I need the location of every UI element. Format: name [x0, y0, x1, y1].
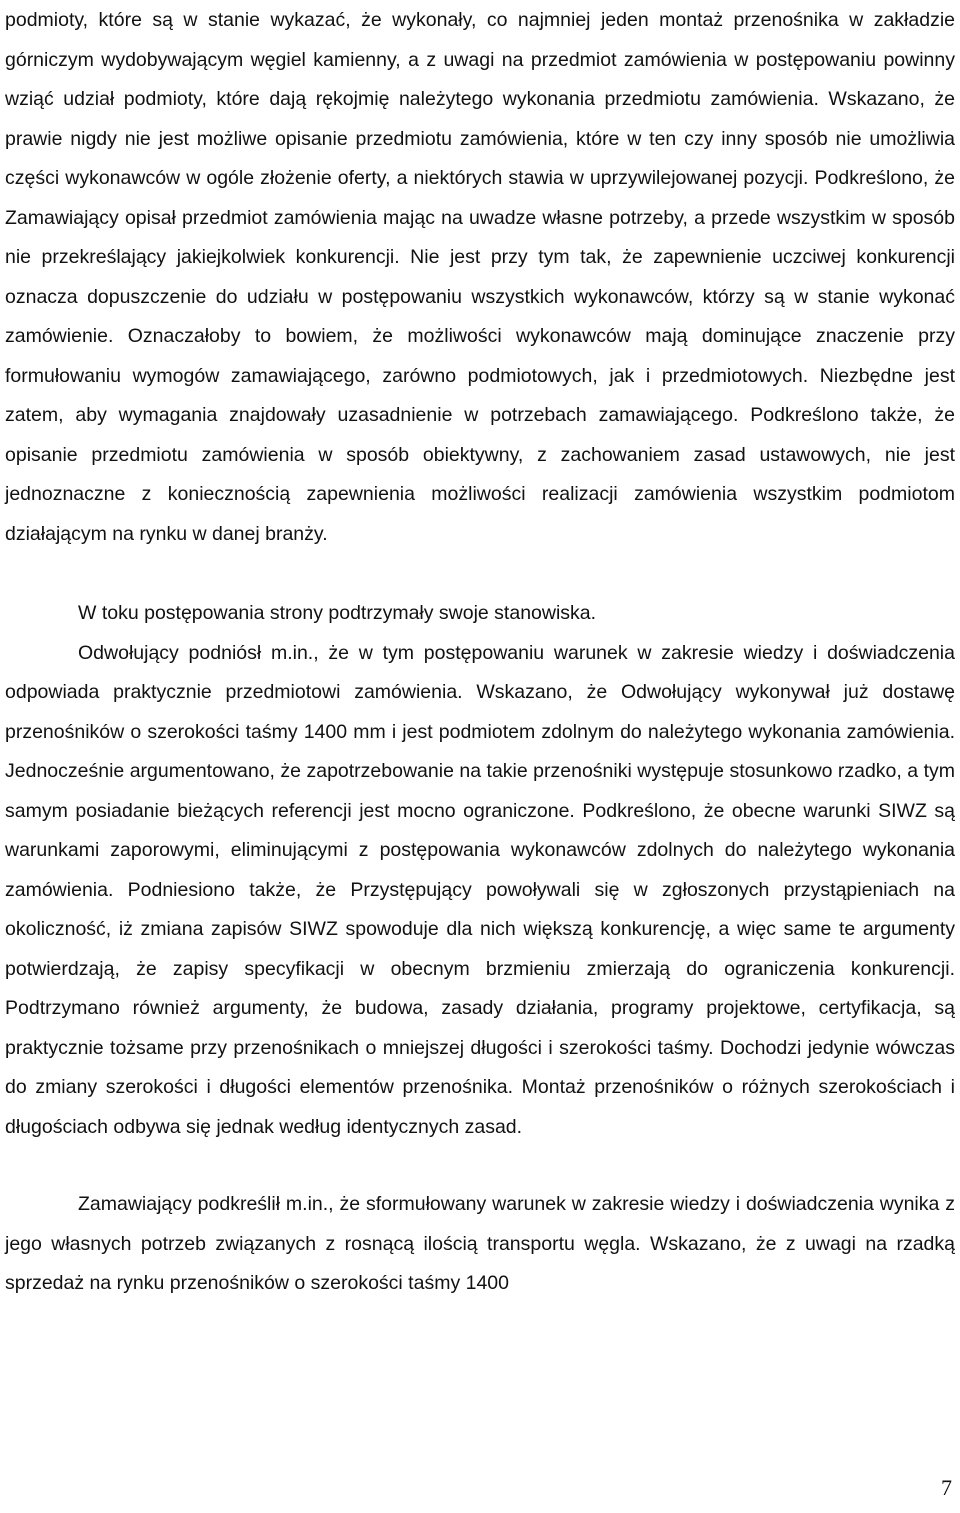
document-body	[5, 1, 955, 1304]
paragraph-contracting-authority-argument: Zamawiający podkreślił m.in., że sformułowany warunek w zakresie wiedzy i doświadczenia wynika z jego własnych potrzeb związanych z rosnącą ilością transportu węgla. Wskazano, że z uwagi na rzadką sprzedaż na rynku przenośników o szerokości taśmy 1400	[5, 1193, 955, 1294]
paragraph-gap	[5, 554, 955, 594]
paragraph-positions-maintained: W toku postępowania strony podtrzymały swoje stanowiska.	[78, 602, 597, 624]
paragraph-appellant-argument: Odwołujący podniósł m.in., że w tym postępowaniu warunek w zakresie wiedzy i doświadczenia odpowiada praktycznie przedmiotowi zamówienia. Wskazano, że Odwołujący wykonywał już dostawę przenośników o szerokości taśmy 1400 mm i jest podmiotem zdolnym do należytego wykonania zamówienia. Jednocześnie argumentowano, że zapotrzebowanie na takie przenośniki występuje stosunkowo rzadko, a tym samym posiadanie bieżących referencji jest mocno ograniczone. Podkreślono, że obecne warunki SIWZ są warunkami zaporowymi, eliminującymi z postępowania wykonawców zdolnych do należytego wykonania zamówienia. Podniesiono także, że Przystępujący powoływali się w zgłoszonych przystąpieniach na okoliczność, iż zmiana zapisów SIWZ spowoduje dla nich większą konkurencję, a więc same te argumenty potwierdzają, że zapisy specyfikacji w obecnym brzmieniu zmierzają do ograniczenia konkurencji. Podtrzymano również argumenty, że budowa, zasady działania, programy projektowe, certyfikacja, są praktycznie tożsame przy przenośnikach o mniejszej długości i szerokości taśmy. Dochodzi jedynie wówczas do zmiany szerokości i długości elementów przenośnika. Montaż przenośników o różnych szerokościach i długościach odbywa się jednak według identycznych zasad.	[5, 641, 955, 1138]
paragraph-continuation: podmioty, które są w stanie wykazać, że wykonały, co najmniej jeden montaż przenośnika w zakładzie górniczym wydobywającym węgiel kamienny, a z uwagi na przedmiot zamówienia w postępowaniu powinny wziąć udział podmioty, które dają rękojmię należytego wykonania przedmiotu zamówienia. Wskazano, że prawie nigdy nie jest możliwe opisanie przedmiotu zamówienia, które w ten czy inny sposób nie umożliwia części wykonawców w ogóle złożenie oferty, a niektórych stawia w uprzywilejowanej pozycji. Podkreślono, że Zamawiający opisał przedmiot zamówienia mając na uwadze własne potrzeby, a przede wszystkim w sposób nie przekreślający jakiejkolwiek konkurencji. Nie jest przy tym tak, że zapewnienie uczciwej konkurencji oznacza dopuszczenie do udziału w postępowaniu wszystkich wykonawców, którzy są w stanie wykonać zamówienie. Oznaczałoby to bowiem, że możliwości wykonawców mają dominujące znaczenie przy formułowaniu wymogów zamawiającego, zarówno podmiotowych, jak i przedmiotowych. Niezbędne jest zatem, aby wymagania znajdowały uzasadnienie w potrzebach zamawiającego. Podkreślono także, że opisanie przedmiotu zamówienia w sposób obiektywny, z zachowaniem zasad ustawowych, nie jest jednoznaczne z koniecznością zapewnienia możliwości realizacji zamówienia wszystkim podmiotom działającym na rynku w danej branży.	[5, 9, 955, 545]
page-number: 7	[941, 1475, 952, 1500]
paragraph-gap	[5, 1147, 955, 1185]
